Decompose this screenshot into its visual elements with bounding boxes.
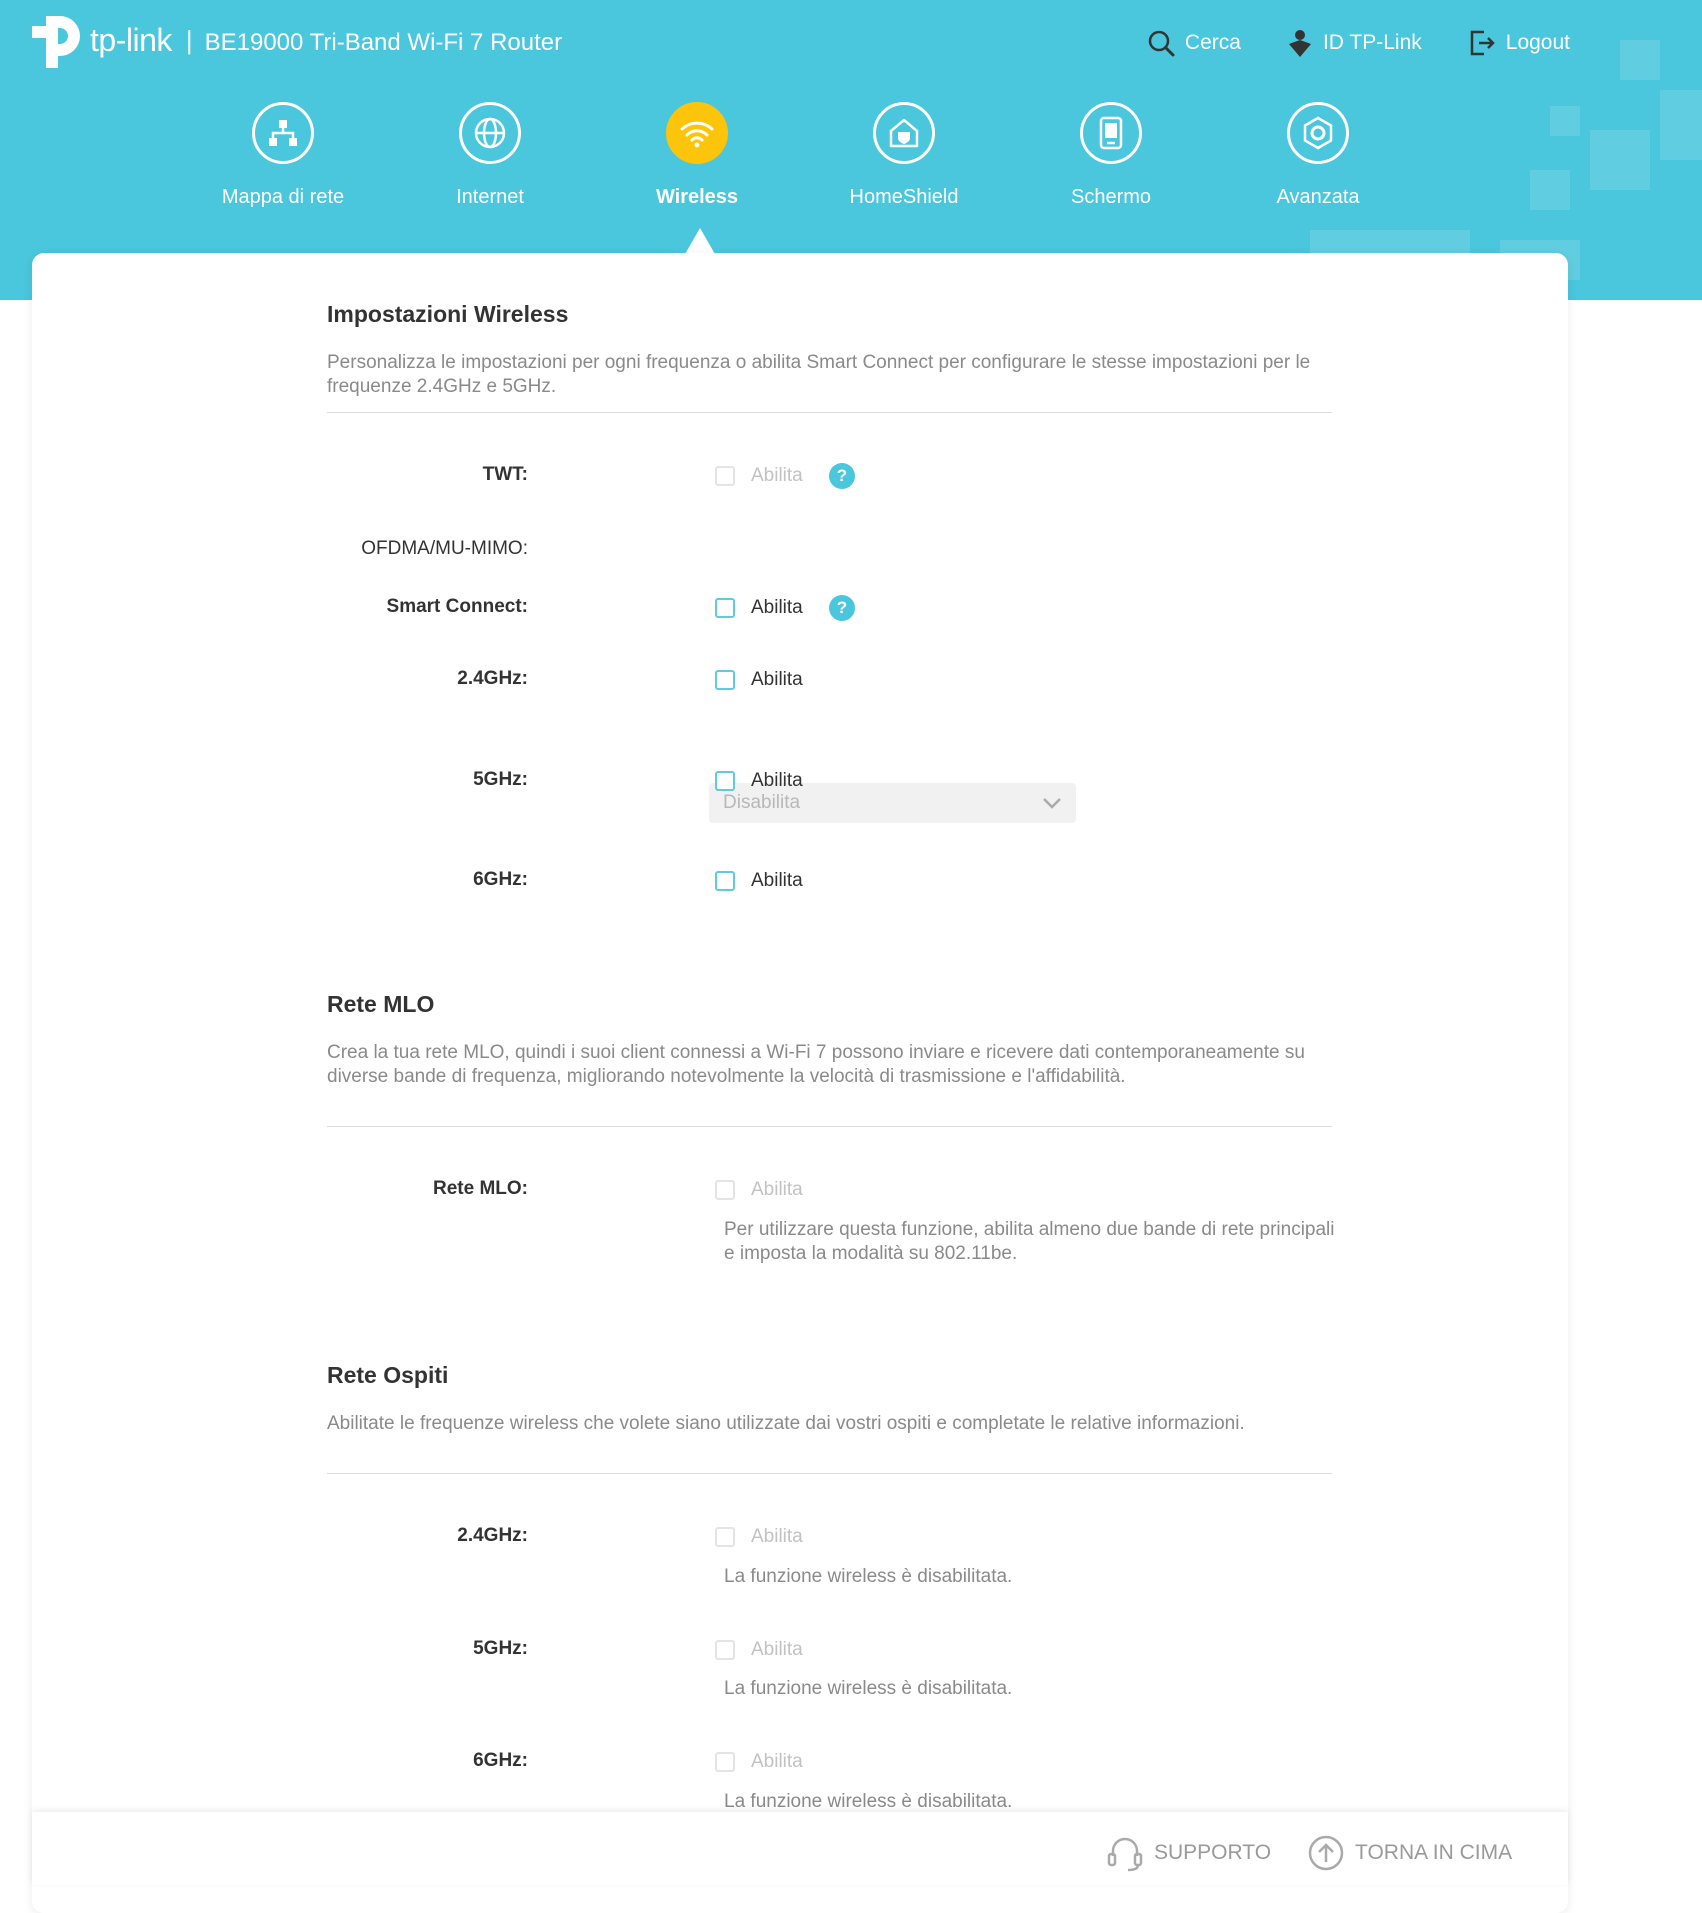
section-divider <box>327 1126 1332 1127</box>
homeshield-icon <box>873 102 935 164</box>
background-pattern <box>1620 40 1660 80</box>
band-6-checkbox[interactable] <box>715 871 735 891</box>
guest-band-6-hint: La funzione wireless è disabilitata. <box>724 1791 1013 1812</box>
logout-link[interactable] <box>1468 28 1570 58</box>
tplink-id-label: ID TP-Link <box>1322 31 1422 54</box>
header-separator: | <box>185 24 193 55</box>
tplink-id-link[interactable] <box>1287 28 1422 58</box>
band-5-checkbox-label: Abilita <box>751 770 803 791</box>
nav-item-internet[interactable] <box>405 102 575 209</box>
section-desc-guest: Abilitate le frequenze wireless che volete siano utilizzate dai vostri ospiti e completate le relative informazioni. <box>327 1413 1245 1434</box>
nav-label-advanced: Avanzata <box>1276 186 1360 208</box>
section-divider <box>327 412 1332 413</box>
logout-label: Logout <box>1505 31 1570 54</box>
guest-band-5-hint: La funzione wireless è disabilitata. <box>724 1678 1013 1699</box>
guest-band-5-checkbox[interactable] <box>715 1640 735 1660</box>
band-6-checkbox-label: Abilita <box>751 870 803 891</box>
mlo-checkbox[interactable] <box>715 1180 735 1200</box>
nav-label-internet: Internet <box>456 186 524 208</box>
section-title-wireless: Impostazioni Wireless <box>327 301 569 327</box>
band-5-checkbox[interactable] <box>715 771 735 791</box>
guest-band-6-checkbox-label: Abilita <box>751 1751 803 1772</box>
smart-connect-field-label: Smart Connect: <box>386 596 528 617</box>
section-divider <box>327 1473 1332 1474</box>
nav-label-homeshield: HomeShield <box>849 186 959 208</box>
back-to-top-label: TORNA IN CIMA <box>1355 1841 1513 1864</box>
back-to-top-link[interactable] <box>1307 1834 1512 1872</box>
band-24-field-label: 2.4GHz: <box>457 668 528 689</box>
ofdma-select-value: Disabilita <box>723 792 801 813</box>
content-card <box>32 253 1568 1913</box>
footer-bar <box>32 1812 1568 1885</box>
nav-item-homeshield[interactable] <box>819 102 989 209</box>
nav-item-wireless[interactable] <box>612 102 782 209</box>
tplink-logo[interactable] <box>30 12 562 68</box>
mlo-checkbox-label: Abilita <box>751 1179 803 1200</box>
mlo-field-label: Rete MLO: <box>432 1178 528 1199</box>
twt-field-label: TWT: <box>482 464 528 485</box>
section-desc-mlo: Crea la tua rete MLO, quindi i suoi client connessi a Wi-Fi 7 possono inviare e ricevere dati contemporaneamente su diverse bande di frequenza, migliorando notevolmente la velocità di trasmissione e l'affidabilità. <box>327 1042 1305 1087</box>
globe-icon <box>459 102 521 164</box>
gear-icon <box>1287 102 1349 164</box>
twt-checkbox[interactable] <box>715 466 735 486</box>
help-icon[interactable]: ? <box>829 463 855 489</box>
tplink-id-icon <box>1287 28 1313 58</box>
chevron-down-icon <box>1042 796 1062 810</box>
guest-band-5-field-label: 5GHz: <box>473 1638 528 1659</box>
main-nav <box>0 102 1702 262</box>
twt-checkbox-label: Abilita <box>751 465 803 486</box>
nav-item-screen[interactable] <box>1026 102 1196 209</box>
nav-item-advanced[interactable] <box>1233 102 1403 209</box>
guest-band-5-checkbox-label: Abilita <box>751 1639 803 1660</box>
nav-label-screen: Schermo <box>1070 186 1152 208</box>
support-link[interactable] <box>1106 1834 1271 1872</box>
search-label: Cerca <box>1184 31 1241 54</box>
guest-band-24-checkbox[interactable] <box>715 1527 735 1547</box>
ofdma-field-label: OFDMA/MU-MIMO: <box>361 538 528 559</box>
band-6-field-label: 6GHz: <box>473 869 528 890</box>
guest-band-6-checkbox[interactable] <box>715 1752 735 1772</box>
section-title-guest: Rete Ospiti <box>327 1362 449 1388</box>
headset-icon <box>1106 1834 1144 1872</box>
tplink-logo-icon <box>30 12 86 68</box>
search-icon <box>1147 29 1175 57</box>
nav-label-wireless: Wireless <box>655 186 739 208</box>
guest-band-24-hint: La funzione wireless è disabilitata. <box>724 1566 1013 1587</box>
guest-band-24-field-label: 2.4GHz: <box>457 1525 528 1546</box>
network-map-icon <box>252 102 314 164</box>
active-nav-indicator <box>685 228 715 254</box>
wifi-icon <box>666 102 728 164</box>
guest-band-6-field-label: 6GHz: <box>473 1750 528 1771</box>
arrow-up-circle-icon <box>1307 1834 1345 1872</box>
support-label: SUPPORTO <box>1154 1841 1272 1864</box>
band-24-checkbox-label: Abilita <box>751 669 803 690</box>
brand-name: tp-link <box>90 21 172 58</box>
search-link[interactable] <box>1147 28 1241 58</box>
router-model: BE19000 Tri-Band Wi-Fi 7 Router <box>204 29 563 56</box>
section-title-mlo: Rete MLO <box>327 991 435 1017</box>
band-5-field-label: 5GHz: <box>473 769 528 790</box>
header-links <box>1147 28 1570 58</box>
nav-item-network-map[interactable] <box>198 102 368 209</box>
nav-label-network-map: Mappa di rete <box>221 186 345 208</box>
section-desc-wireless: Personalizza le impostazioni per ogni frequenza o abilita Smart Connect per configurare le stesse impostazioni per le frequenze 2.4GHz e 5GHz. <box>327 352 1311 397</box>
help-icon[interactable]: ? <box>829 595 855 621</box>
band-24-checkbox[interactable] <box>715 670 735 690</box>
smart-connect-checkbox[interactable] <box>715 598 735 618</box>
smart-connect-checkbox-label: Abilita <box>751 597 803 618</box>
guest-band-24-checkbox-label: Abilita <box>751 1526 803 1547</box>
logout-icon <box>1468 29 1496 57</box>
screen-icon <box>1080 102 1142 164</box>
mlo-hint: Per utilizzare questa funzione, abilita almeno due bande di rete principali e imposta la modalità su 802.11be. <box>724 1219 1335 1264</box>
